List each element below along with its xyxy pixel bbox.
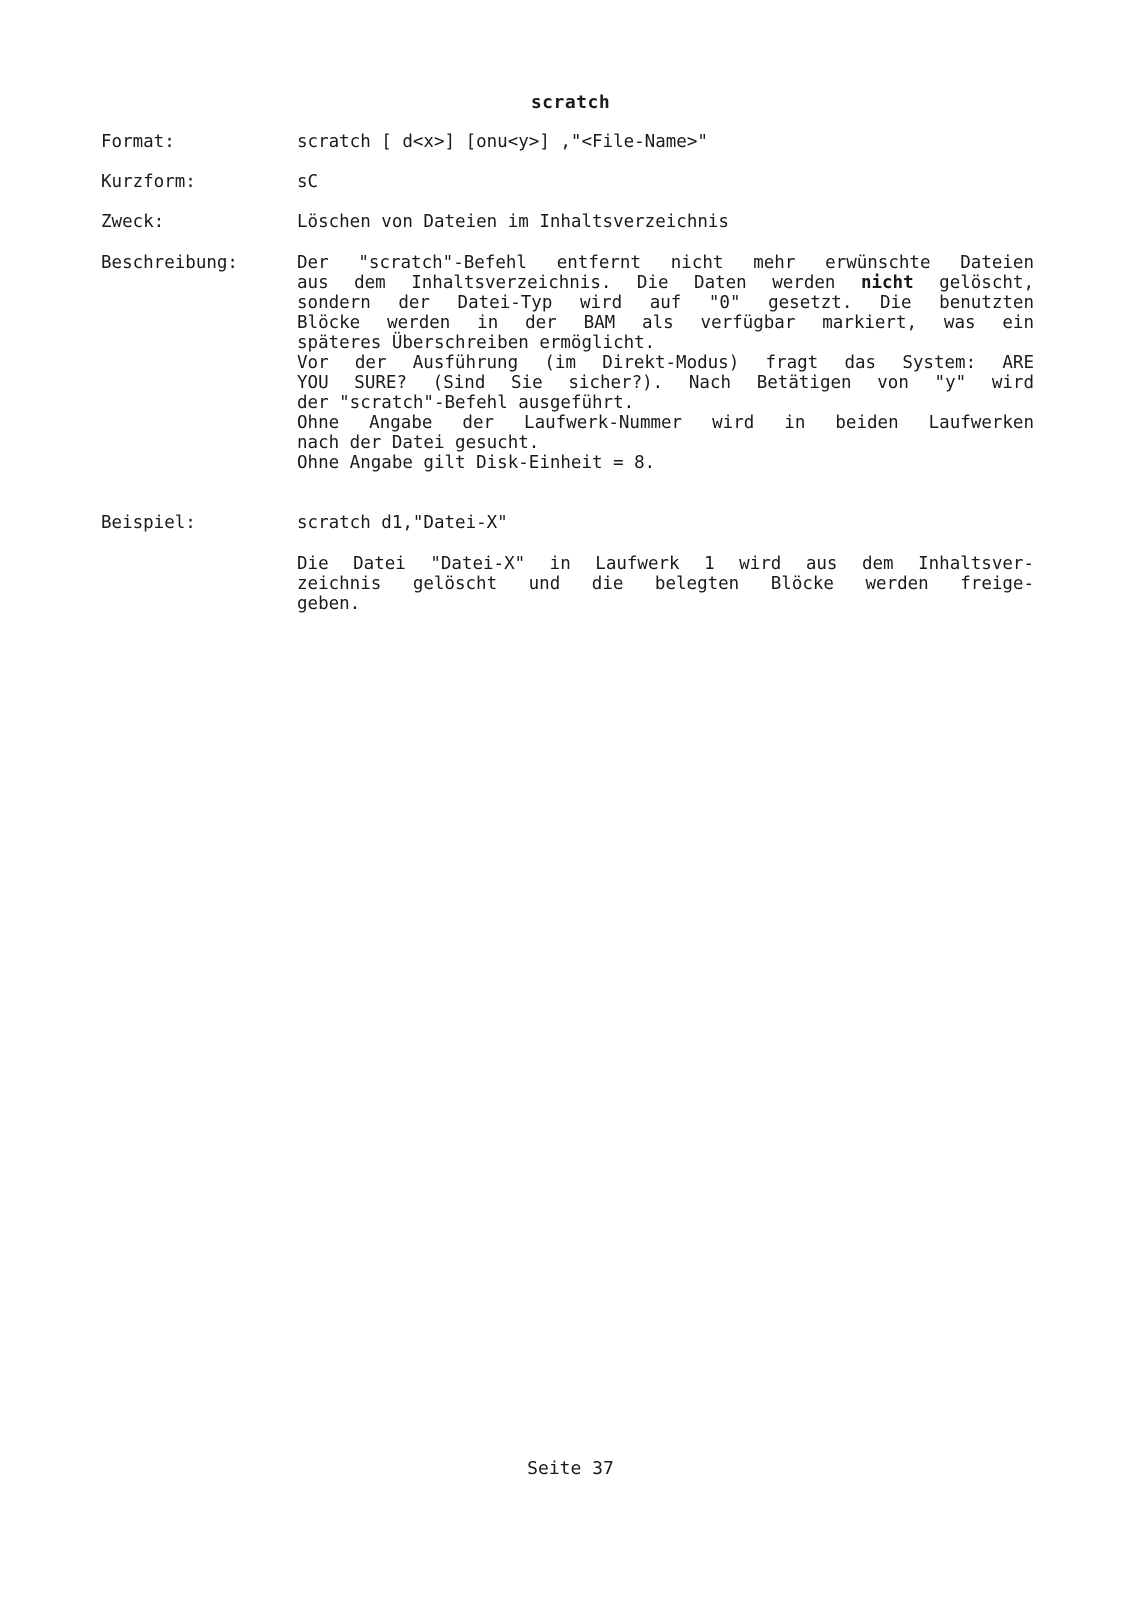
beschreibung-line2-start: aus dem Inhaltsverzeichnis. Die Daten werden — [297, 273, 836, 293]
beschreibung-label: Beschreibung: — [101, 253, 238, 273]
beschreibung-line: sondern der Datei-Typ wird auf "0" gesetzt. Die benutzten — [297, 293, 1034, 313]
zweck-value: Löschen von Dateien im Inhaltsverzeichnis — [297, 212, 729, 232]
beschreibung-text — [297, 253, 1034, 473]
beschreibung-line: YOU SURE? (Sind Sie sicher?). Nach Betätigen von "y" wird — [297, 373, 1034, 393]
beschreibung-line: Vor der Ausführung (im Direkt-Modus) fragt das System: ARE — [297, 353, 1034, 373]
beschreibung-line2-end: gelöscht, — [939, 273, 1034, 293]
beschreibung-line: Der "scratch"-Befehl entfernt nicht mehr erwünschte Dateien — [297, 253, 1034, 273]
beschreibung-line: späteres Überschreiben ermöglicht. — [297, 333, 656, 353]
kurzform-value: sC — [297, 172, 319, 192]
beispiel-line: geben. — [297, 594, 361, 614]
page-number: Seite 37 — [527, 1458, 614, 1479]
format-value: scratch [ d<x>] [onu<y>] ,"<File-Name>" — [297, 132, 708, 152]
beispiel-description — [297, 554, 1034, 614]
beschreibung-line — [297, 273, 1034, 293]
beispiel-label: Beispiel: — [101, 513, 196, 533]
beschreibung-line: Ohne Angabe gilt Disk-Einheit = 8. — [297, 453, 656, 473]
beispiel-line: zeichnis gelöscht und die belegten Blöcke werden freige- — [297, 574, 1034, 594]
beispiel-command: scratch d1,"Datei-X" — [297, 513, 508, 533]
emphasis-nicht: nicht — [860, 273, 914, 293]
beschreibung-line: nach der Datei gesucht. — [297, 433, 540, 453]
beschreibung-line: Blöcke werden in der BAM als verfügbar markiert, was ein — [297, 313, 1034, 333]
kurzform-label: Kurzform: — [101, 172, 196, 192]
format-label: Format: — [101, 132, 175, 152]
beispiel-line: Die Datei "Datei-X" in Laufwerk 1 wird aus dem Inhaltsver- — [297, 554, 1034, 574]
zweck-label: Zweck: — [101, 212, 165, 232]
beschreibung-line: der "scratch"-Befehl ausgeführt. — [297, 393, 635, 413]
beschreibung-line: Ohne Angabe der Laufwerk-Nummer wird in beiden Laufwerken — [297, 413, 1034, 433]
page-title: scratch — [530, 92, 611, 113]
